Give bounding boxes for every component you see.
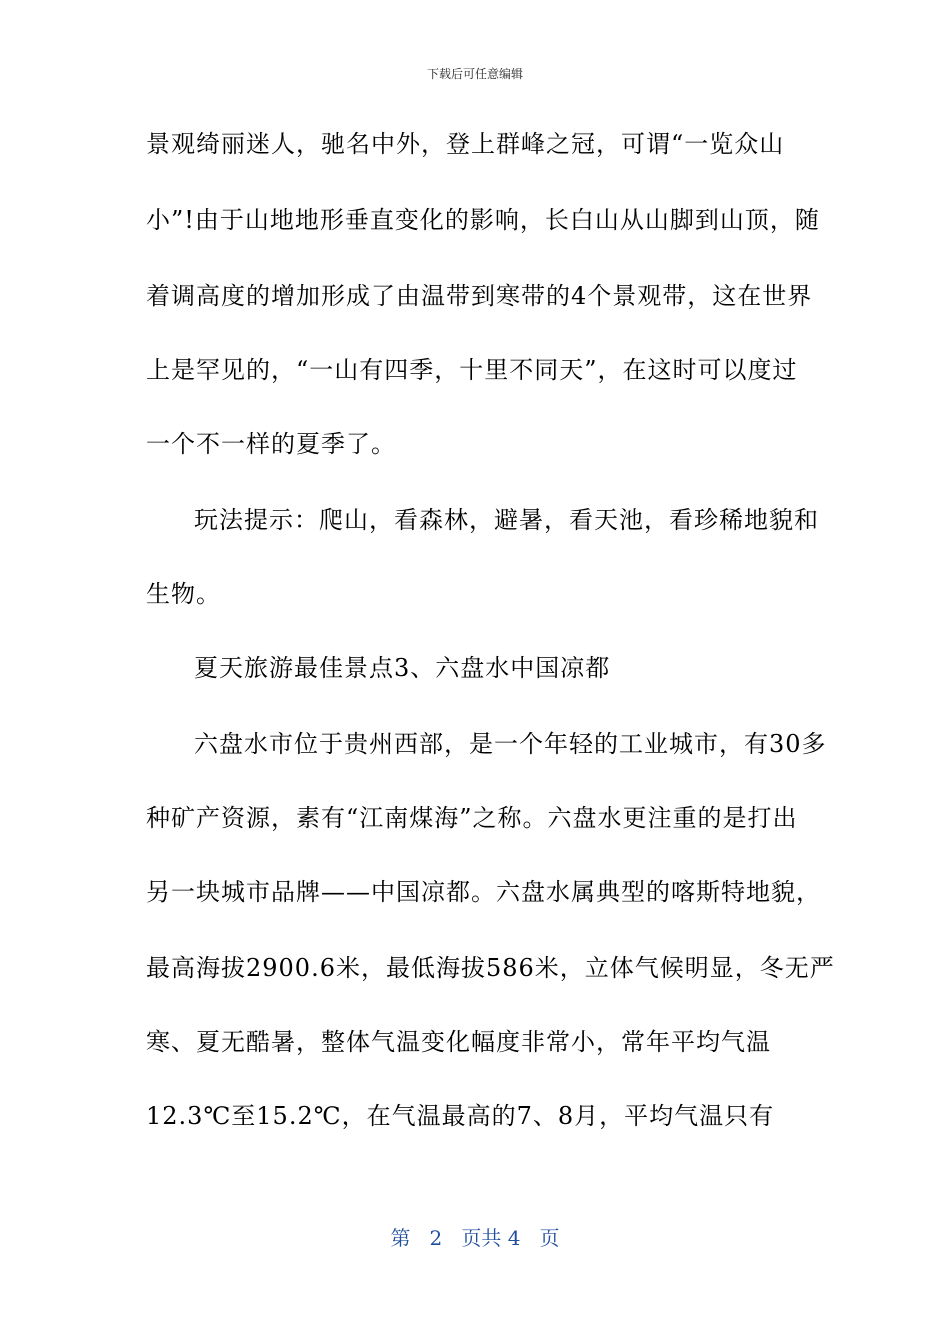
page-header: 下载后可任意编辑 <box>426 67 523 81</box>
page-middle: 页共 <box>461 1226 502 1250</box>
body-line-13: 寒、夏无酷暑，整体气温变化幅度非常小，常年平均气温 <box>146 1028 771 1056</box>
body-line-5: 一个不一样的夏季了。 <box>146 430 396 458</box>
body-line-10: 种矿产资源，素有“江南煤海”之称。六盘水更注重的是打出 <box>146 804 798 832</box>
page-suffix: 页 <box>539 1226 560 1250</box>
page-total: 4 <box>507 1226 521 1250</box>
body-line-7: 生物。 <box>146 580 221 608</box>
page-prefix: 第 <box>390 1226 411 1250</box>
body-line-12: 最高海拔2900.6米，最低海拔586米，立体气候明显，冬无严 <box>146 954 835 982</box>
body-line-11: 另一块城市品牌——中国凉都。六盘水属典型的喀斯特地貌， <box>146 878 821 906</box>
body-line-2: 小”!由于山地地形垂直变化的影响，长白山从山脚到山顶，随 <box>146 206 820 234</box>
body-line-6: 玩法提示：爬山，看森林，避暑，看天池，看珍稀地貌和 <box>194 506 819 534</box>
body-line-3: 着调高度的增加形成了由温带到寒带的4个景观带，这在世界 <box>146 282 813 310</box>
body-line-9: 六盘水市位于贵州西部，是一个年轻的工业城市，有30多 <box>194 730 827 758</box>
body-line-4: 上是罕见的，“一山有四季，十里不同天”，在这时可以度过 <box>146 356 798 384</box>
body-line-1: 景观绮丽迷人，驰名中外，登上群峰之冠，可谓“一览众山 <box>146 130 785 158</box>
page-footer <box>0 1224 950 1252</box>
section-heading: 夏天旅游最佳景点3、六盘水中国凉都 <box>194 654 611 682</box>
page-current: 2 <box>429 1226 443 1250</box>
body-line-14: 12.3℃至15.2℃，在气温最高的7、8月，平均气温只有 <box>146 1102 775 1130</box>
